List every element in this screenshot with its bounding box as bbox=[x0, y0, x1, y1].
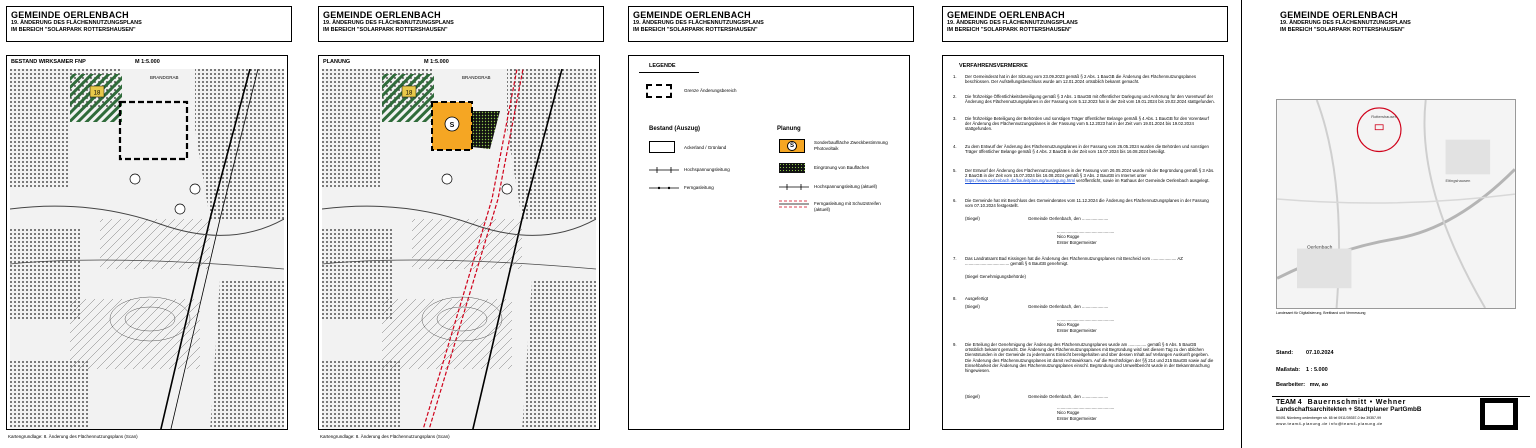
map-place-label: BRANDGRAB bbox=[462, 75, 491, 80]
municipality-title: GEMEINDE OERLENBACH bbox=[633, 10, 751, 20]
frame-label: PLANUNG bbox=[323, 59, 351, 65]
area-title: IM BEREICH "SOLARPARK ROTTERSHAUSEN" bbox=[947, 26, 1072, 33]
frame-scale: M 1:5.000 bbox=[424, 59, 449, 65]
gas-line-symbol bbox=[649, 184, 679, 192]
scale-row bbox=[1276, 367, 1328, 373]
legend-bestand-heading: Bestand (Auszug) bbox=[649, 126, 700, 132]
gas-line-current-symbol bbox=[779, 199, 809, 209]
firm-logo bbox=[1480, 398, 1518, 430]
signature-place: Gemeinde Oerlenbach, den ...................... bbox=[1028, 216, 1109, 221]
seal-label: (Siegel) bbox=[965, 304, 980, 309]
signatory-role: Erster Bürgermeister bbox=[1057, 327, 1097, 333]
item-text bbox=[965, 168, 1215, 184]
sheet-verfahren bbox=[942, 0, 1234, 448]
solar-symbol: S bbox=[787, 141, 797, 151]
solar-symbol: S bbox=[449, 122, 455, 129]
legend-planung-item: Sonderbauflläche Zweckbestimmung Photovoltaik bbox=[814, 140, 888, 151]
item-number: 2. bbox=[953, 94, 957, 99]
verfahren-frame bbox=[942, 55, 1224, 430]
firm-header bbox=[1276, 399, 1476, 406]
scale-value: 1 : 5.000 bbox=[1306, 367, 1328, 373]
stand-value: 07.10.2024 bbox=[1306, 350, 1334, 356]
legend-bestand-item: Ferngasleitung bbox=[684, 185, 714, 190]
item-number: 4. bbox=[953, 144, 957, 149]
item-text-part: Der Entwurf der Änderung des Flächennutzungsplanes in der Fassung vom 26.05.2024 wurde mit der Begründung gemäß § 3 Abs. 2 BauGB in der Zeit vom 15.07.2024 bis 16.08.2024 gemäß § 3 Abs. 2 BauGB im Internet unter bbox=[965, 168, 1215, 179]
plan-title: 19. ÄNDERUNG DES FLÄCHENNUTZUNGSPLANS bbox=[11, 20, 142, 26]
legend-boundary-label: Grenze Änderungsbereich bbox=[684, 88, 737, 93]
editor-value: mw, ao bbox=[1309, 382, 1329, 388]
map-place-label: BRANDGRAB bbox=[150, 75, 179, 80]
municipality-title: GEMEINDE OERLENBACH bbox=[1280, 10, 1398, 20]
map-caption: Kartengrundlage: 8. Änderung des Flächennutzungsplans (Scan) bbox=[320, 434, 450, 439]
sheet-legend bbox=[628, 0, 920, 448]
municipality-title: GEMEINDE OERLENBACH bbox=[11, 10, 129, 20]
item-text: Die Gemeinde hat mit Beschluss des Gemeinderates vom 11.12.2024 die Änderung des Flächennutzungsplanes in der Fassung vom 07.10.2024 festgestellt. bbox=[965, 198, 1209, 209]
item-text: Das Landratsamt Bad Kissingen hat die Änderung des Flächennutzungsplanes mit Bescheid vom ..................... AZ ..................................... gemäß § 6 BauGB genehmigt. bbox=[965, 256, 1183, 267]
firm-block bbox=[1276, 399, 1476, 426]
boundary-symbol bbox=[646, 84, 672, 98]
titleblock-header bbox=[1280, 10, 1411, 33]
scale-label: Maßstab: bbox=[1276, 367, 1301, 373]
legend-bestand-item: Hochspannungsleitung bbox=[684, 167, 730, 172]
legend-planung-item: Ferngasleitung mit Schutzstreifen (aktuell) bbox=[814, 201, 881, 212]
legend-planung-item: Eingrünung von Bauflächen bbox=[814, 165, 870, 170]
title-box bbox=[942, 6, 1228, 42]
map-frame bbox=[318, 55, 600, 430]
signature-place: Gemeinde Oerlenbach, den ...................... bbox=[1028, 304, 1109, 309]
signature-block bbox=[965, 216, 1205, 245]
legend-planung-item: Hochspannungsleitung (aktuell) bbox=[814, 184, 878, 189]
municipality-title: GEMEINDE OERLENBACH bbox=[947, 10, 1065, 20]
stand-row bbox=[1276, 350, 1334, 356]
municipality-title: GEMEINDE OERLENBACH bbox=[323, 10, 441, 20]
signature-line: ................................................ bbox=[1057, 405, 1115, 411]
overview-label: Eltingshausen bbox=[1445, 178, 1471, 184]
fnp-planning-map[interactable] bbox=[322, 69, 596, 430]
seal-label: (Siegel) bbox=[965, 216, 980, 221]
legend-title: LEGENDE bbox=[649, 63, 676, 69]
sheet-titleblock bbox=[1276, 0, 1534, 448]
frame-scale: M 1:5.000 bbox=[135, 59, 160, 65]
signatory-name: Nico Rogge bbox=[1057, 234, 1080, 240]
map-sign-label: 18 bbox=[93, 90, 101, 97]
power-line-symbol bbox=[649, 166, 679, 174]
signature-block bbox=[965, 304, 1205, 333]
signatory-name: Nico Rogge bbox=[1057, 322, 1080, 328]
item-number: 6. bbox=[953, 198, 957, 203]
item-number: 7. bbox=[953, 256, 957, 261]
editor-row bbox=[1276, 382, 1328, 388]
overview-caption: Landesamt für Digitalisierung, Breitband und Vermessung bbox=[1276, 311, 1366, 315]
firm-address: 90491 Nürnberg oedenberger str. 65 tel 0911/39357-0 fax 39357-99 bbox=[1276, 416, 1382, 420]
map-caption: Kartengrundlage: 8. Änderung des Flächennutzungsplans (Scan) bbox=[8, 434, 138, 439]
item-text: Die frühzeitige Beteiligung der Behörden und sonstigen Träger öffentlicher Belange gemäß § 4 Abs. 1 BauGB für den Vorentwurf der Änderung des Flächennutzungsplanes in der Fassung vom 5.12.2023 hat in der Zeit vom 19.01.2024 bis 19.02.2024 stattgefunden. bbox=[965, 116, 1210, 132]
plan-title: 19. ÄNDERUNG DES FLÄCHENNUTZUNGSPLANS bbox=[323, 20, 454, 26]
item-text-part: veröffentlicht, sowie im Rathaus der Gemeinde Oerlenbach ausgelegt. bbox=[1076, 178, 1210, 184]
sheet-separator bbox=[1241, 0, 1242, 448]
overview-map[interactable] bbox=[1276, 99, 1516, 309]
item-number: 3. bbox=[953, 116, 957, 121]
plan-title: 19. ÄNDERUNG DES FLÄCHENNUTZUNGSPLANS bbox=[1280, 20, 1411, 26]
area-title: IM BEREICH "SOLARPARK ROTTERSHAUSEN" bbox=[633, 26, 758, 33]
frame-label: BESTAND WIRKSAMER FNP bbox=[11, 59, 86, 65]
item-text: Zu dem Entwurf der Änderung des Flächennutzungsplanes in der Fassung vom 26.05.2024 wurden die Behörden und sonstigen Träger öffentlicher Belange gemäß § 4 Abs. 2 BauGB in der Zeit vom 15.07.2024 bis 16.08.2024 beteiligt. bbox=[965, 144, 1209, 155]
titleblock-divider bbox=[1272, 396, 1530, 397]
sheet-bestand bbox=[6, 0, 298, 448]
authority-seal: (Siegel Genehmigungsbehörde) bbox=[965, 274, 1026, 279]
stand-label: Stand: bbox=[1276, 350, 1294, 356]
plan-title: 19. ÄNDERUNG DES FLÄCHENNUTZUNGSPLANS bbox=[633, 20, 764, 26]
item-number: 5. bbox=[953, 168, 957, 173]
sheet-planung bbox=[318, 0, 610, 448]
area-title: IM BEREICH "SOLARPARK ROTTERSHAUSEN" bbox=[323, 26, 448, 33]
area-title: IM BEREICH "SOLARPARK ROTTERSHAUSEN" bbox=[1280, 26, 1405, 33]
signature-place: Gemeinde Oerlenbach, den ...................... bbox=[1028, 394, 1109, 399]
plan-title: 19. ÄNDERUNG DES FLÄCHENNUTZUNGSPLANS bbox=[947, 20, 1078, 26]
title-box bbox=[628, 6, 914, 42]
signature-block bbox=[965, 394, 1205, 421]
area-title: IM BEREICH "SOLARPARK ROTTERSHAUSEN" bbox=[11, 26, 136, 33]
publication-link[interactable]: https://www.oerlenbach.de/bauleitplanung/auslegung.html bbox=[965, 178, 1075, 184]
acker-symbol bbox=[649, 141, 675, 153]
map-frame bbox=[6, 55, 288, 430]
title-box bbox=[6, 6, 292, 42]
fnp-existing-map[interactable] bbox=[10, 69, 284, 430]
item-text: Die frühzeitige Öffentlichkeitsbeteiligung gemäß § 3 Abs. 1 BauGB mit öffentlicher Darlegung und Anhörung für den Vorentwurf der Änderung des Flächennutzungsplanes in der Fassung vom 5.12.2023 hat in der Zeit vom 19.01.2024 bis 19.02.2024 stattgefunden. bbox=[965, 94, 1215, 105]
legend-frame bbox=[628, 55, 910, 430]
seal-label: (Siegel) bbox=[965, 394, 980, 399]
map-sign-label: 18 bbox=[405, 90, 413, 97]
signature-line: ................................................ bbox=[1057, 317, 1115, 323]
firm-name: TEAM 4 bbox=[1276, 399, 1302, 406]
power-line-current-symbol bbox=[779, 183, 809, 191]
signature-line: ................................................ bbox=[1057, 229, 1115, 235]
legend-bestand-item: Ackerland / Grünland bbox=[684, 145, 727, 150]
item-number: 1. bbox=[953, 74, 957, 79]
firm-line2: Landschaftsarchitekten + Stadtplaner PartGmbB bbox=[1276, 406, 1422, 413]
item-text: Der Gemeinderat hat in der Sitzung vom 23.09.2023 gemäß § 2 Abs. 1 BauGB die Änderung des Flächennutzungsplanes beschlossen. Der Aufstellungsbeschluss wurde am 12.01.2024 ortsüblich bekannt gemacht. bbox=[965, 74, 1196, 85]
verfahren-heading: VERFAHRENSVERMERKE bbox=[959, 63, 1028, 69]
firm-partners: Bauernschmitt • Wehner bbox=[1307, 399, 1407, 406]
signatory-role: Erster Bürgermeister bbox=[1057, 239, 1097, 245]
title-box bbox=[318, 6, 604, 42]
editor-label: Bearbeiter: bbox=[1276, 382, 1306, 388]
signatory-role: Erster Bürgermeister bbox=[1057, 415, 1097, 421]
overview-label: Oerlenbach bbox=[1306, 245, 1333, 251]
item-number: 8. bbox=[953, 296, 957, 301]
item-number: 9. bbox=[953, 342, 957, 347]
overview-label: Rottershausen bbox=[1371, 113, 1397, 119]
legend-header-line bbox=[639, 72, 699, 73]
greening-symbol bbox=[779, 163, 805, 173]
item-text: Ausgefertigt bbox=[965, 296, 988, 301]
item-text: Die Erteilung der Genehmigung der Änderung des Flächennutzungsplanes wurde am ............... gemäß § 6 Abs. 5 BauGB ortsüblich bekannt gemacht. Die Änderung des Flächennutzungsplanes mit Begründung wird seit diesem Tag zu den üblichen Dienststunden in der Gemeinde zu jedermanns Einsicht bereitgehalten und über dessen Inhalt auf Verlangen Auskunft gegeben. Die Änderung des Flächennutzungsplanes ist damit rechtswirksam. Auf die Rechtsfolgen der §§ 214 und 215 BauGB sowie auf die Einsehbarkeit der Änderung des Flächennutzungsplanes einschl. Begründung und Umweltbericht wurde in der Bekanntmachung hingewiesen. bbox=[965, 342, 1214, 374]
solar-area-symbol bbox=[779, 139, 805, 153]
firm-web: www.team4-planung.de info@team4-planung.de bbox=[1276, 421, 1383, 426]
legend-planung-heading: Planung bbox=[777, 126, 801, 132]
signatory-name: Nico Rogge bbox=[1057, 410, 1080, 416]
